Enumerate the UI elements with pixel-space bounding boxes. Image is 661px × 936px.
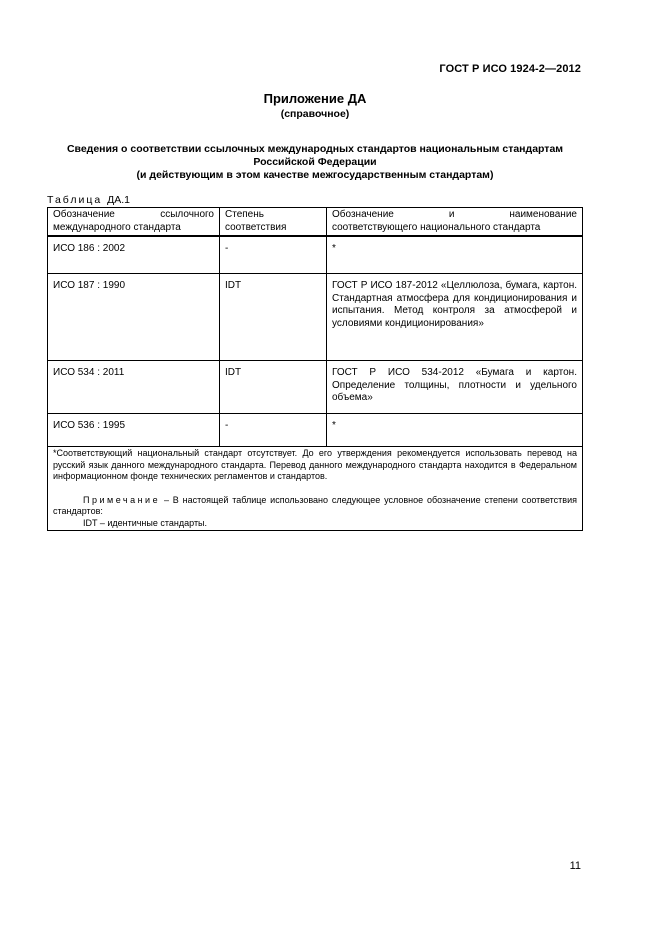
- header-intl-standard: Обозначение ссылочного международного стандарта: [48, 208, 220, 237]
- table-footnote-cell: [48, 447, 583, 531]
- reference-standards-table: [47, 207, 583, 531]
- cell-degree: -: [220, 414, 327, 447]
- table-footnote-row: [48, 447, 583, 531]
- document-standard-code: ГОСТ Р ИСО 1924-2—2012: [439, 63, 581, 75]
- cell-degree: IDT: [220, 274, 327, 361]
- table-row: [48, 361, 583, 414]
- header-national-standard: Обозначение и наименование соответствующего национального стандарта: [327, 208, 583, 237]
- table-caption-prefix: Таблица: [47, 194, 103, 206]
- table-header-row: [48, 208, 583, 237]
- cell-intl-standard: ИСО 534 : 2011: [48, 361, 220, 414]
- table-row: [48, 236, 583, 274]
- header-degree: Степень соответствия: [220, 208, 327, 237]
- annex-heading-line-3: (и действующим в этом качестве межгосударственным стандартам): [136, 169, 494, 181]
- table-caption-number: ДА.1: [107, 194, 130, 206]
- cell-intl-standard: ИСО 187 : 1990: [48, 274, 220, 361]
- cell-degree: IDT: [220, 361, 327, 414]
- annex-heading-line-1: Сведения о соответствии ссылочных международных стандартов национальным стандартам: [66, 143, 564, 155]
- cell-national-standard: ГОСТ Р ИСО 187-2012 «Целлюлоза, бумага, картон. Стандартная атмосфера для кондиционирования и испытания. Метод контроля за атмосферой и условиями кондиционирования»: [327, 274, 583, 361]
- table-note: [53, 495, 577, 518]
- note-label: Примечание: [83, 494, 161, 505]
- table-caption: [47, 194, 130, 206]
- annex-title: Приложение ДА: [263, 91, 367, 106]
- annex-heading-line-2: Российской Федерации: [253, 156, 377, 168]
- page-number: 11: [569, 860, 581, 872]
- table-row: [48, 414, 583, 447]
- note-item: IDT – идентичные стандарты.: [83, 517, 208, 528]
- annex-subtitle: (справочное): [280, 108, 350, 120]
- cell-degree: -: [220, 236, 327, 274]
- cell-intl-standard: ИСО 186 : 2002: [48, 236, 220, 274]
- cell-national-standard: *: [327, 414, 583, 447]
- cell-national-standard: *: [327, 236, 583, 274]
- table-row: [48, 274, 583, 361]
- cell-national-standard: ГОСТ Р ИСО 534-2012 «Бумага и картон. Определение толщины, плотности и удельного объема»: [327, 361, 583, 414]
- annex-heading: [46, 143, 584, 182]
- note-text: – В настоящей таблице использовано следующее условное обозначение степени соответствия стандартов:: [53, 494, 577, 516]
- table-footnote: *Соответствующий национальный стандарт отсутствует. До его утверждения рекомендуется использовать перевод на русский язык данного международного стандарта. Перевод данного международного стандарта находится в Федеральном информационном фонде технических регламентов и стандартов.: [53, 448, 577, 481]
- cell-intl-standard: ИСО 536 : 1995: [48, 414, 220, 447]
